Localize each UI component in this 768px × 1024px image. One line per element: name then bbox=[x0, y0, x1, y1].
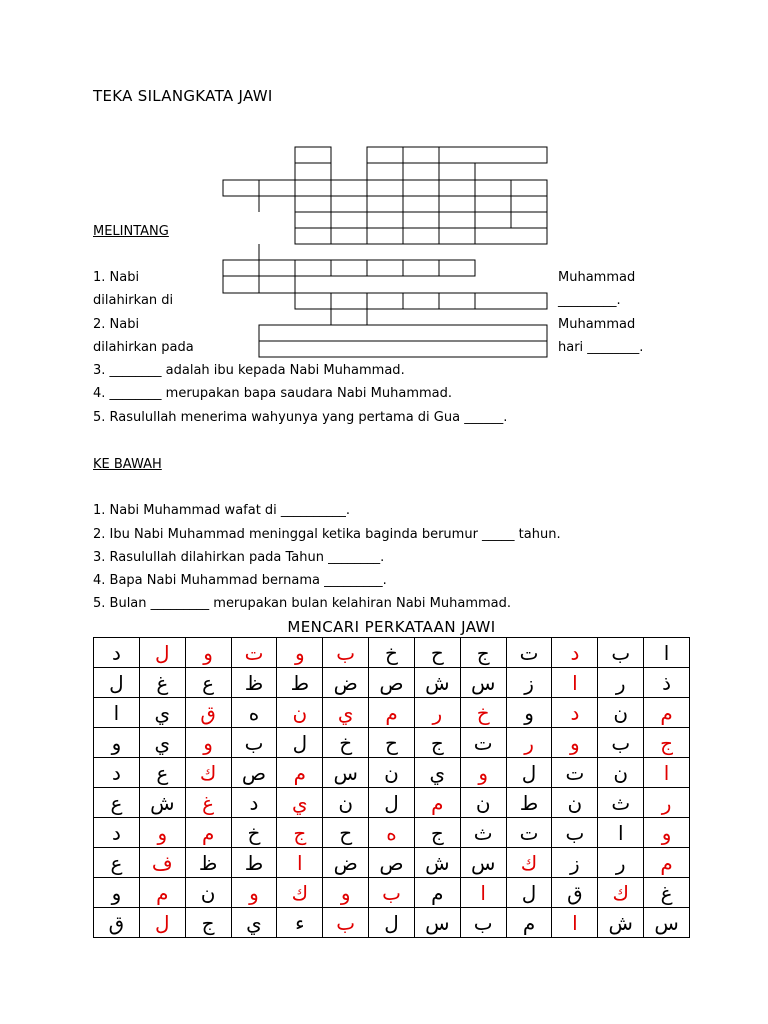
crossword-cell bbox=[331, 309, 367, 325]
crossword-cell bbox=[295, 163, 331, 180]
wordsearch-cell: ع bbox=[94, 788, 140, 818]
wordsearch-cell: ط bbox=[231, 848, 277, 878]
wordsearch-cell: د bbox=[552, 698, 598, 728]
across-clue-2-cont: Muhammad bbox=[558, 317, 636, 332]
wordsearch-cell: ل bbox=[369, 788, 415, 818]
wordsearch-cell: ف bbox=[139, 848, 185, 878]
crossword-cell bbox=[475, 212, 511, 228]
crossword-cell bbox=[259, 180, 295, 196]
wordsearch-cell: ا bbox=[277, 848, 323, 878]
wordsearch-cell: ت bbox=[552, 758, 598, 788]
crossword-cell bbox=[295, 212, 331, 228]
wordsearch-cell: ع bbox=[185, 668, 231, 698]
wordsearch-cell: ج bbox=[185, 908, 231, 938]
wordsearch-cell: س bbox=[323, 758, 369, 788]
crossword-cell bbox=[223, 180, 259, 196]
down-clue-2: 2. Ibu Nabi Muhammad meninggal ketika baginda berumur _____ tahun. bbox=[93, 527, 561, 542]
wordsearch-cell: ء bbox=[277, 908, 323, 938]
crossword-cell bbox=[439, 228, 475, 244]
crossword-cell bbox=[367, 196, 403, 212]
wordsearch-cell: ل bbox=[139, 908, 185, 938]
wordsearch-row bbox=[94, 818, 690, 848]
wordsearch-cell: س bbox=[460, 848, 506, 878]
wordsearch-cell: ح bbox=[414, 638, 460, 668]
wordsearch-cell: ش bbox=[139, 788, 185, 818]
wordsearch-cell: ش bbox=[414, 848, 460, 878]
wordsearch-cell: ظ bbox=[231, 668, 277, 698]
crossword-cell bbox=[259, 276, 295, 293]
wordsearch-cell: ن bbox=[369, 758, 415, 788]
wordsearch-cell: ه bbox=[369, 818, 415, 848]
wordsearch-cell: ن bbox=[185, 878, 231, 908]
wordsearch-cell: ل bbox=[277, 728, 323, 758]
wordsearch-cell: ن bbox=[598, 698, 644, 728]
wordsearch-cell: ك bbox=[506, 848, 552, 878]
wordsearch-cell: د bbox=[94, 818, 140, 848]
crossword-cell bbox=[295, 293, 331, 309]
wordsearch-cell: ت bbox=[460, 728, 506, 758]
wordsearch-cell: ق bbox=[185, 698, 231, 728]
crossword-cell bbox=[331, 260, 367, 276]
wordsearch-row bbox=[94, 758, 690, 788]
crossword-cell bbox=[259, 341, 547, 357]
wordsearch-cell: و bbox=[460, 758, 506, 788]
across-clue-4: 4. ________ merupakan bapa saudara Nabi Muhammad. bbox=[93, 386, 453, 401]
wordsearch-cell: و bbox=[185, 728, 231, 758]
crossword-cell bbox=[331, 180, 367, 196]
wordsearch-cell: م bbox=[277, 758, 323, 788]
wordsearch-row bbox=[94, 878, 690, 908]
page-title: TEKA SILANGKATA JAWI bbox=[93, 87, 273, 105]
wordsearch-cell: و bbox=[185, 638, 231, 668]
crossword-cell bbox=[403, 212, 439, 228]
wordsearch-cell: م bbox=[414, 788, 460, 818]
across-clue-3: 3. ________ adalah ibu kepada Nabi Muhammad. bbox=[93, 363, 405, 378]
wordsearch-grid bbox=[93, 637, 690, 938]
wordsearch-cell: ي bbox=[139, 698, 185, 728]
wordsearch-cell: ل bbox=[369, 908, 415, 938]
crossword-cell bbox=[331, 212, 367, 228]
wordsearch-cell: ك bbox=[277, 878, 323, 908]
wordsearch-cell: ي bbox=[414, 758, 460, 788]
crossword-grid bbox=[0, 0, 768, 370]
wordsearch-row bbox=[94, 638, 690, 668]
crossword-cell bbox=[439, 180, 475, 196]
wordsearch-cell: خ bbox=[323, 728, 369, 758]
wordsearch-cell: ث bbox=[598, 788, 644, 818]
wordsearch-cell: م bbox=[414, 878, 460, 908]
wordsearch-cell: م bbox=[644, 848, 690, 878]
wordsearch-cell: ظ bbox=[185, 848, 231, 878]
crossword-cell bbox=[439, 293, 475, 309]
wordsearch-row bbox=[94, 848, 690, 878]
wordsearch-cell: ن bbox=[598, 758, 644, 788]
wordsearch-cell: و bbox=[94, 728, 140, 758]
wordsearch-cell: ا bbox=[552, 908, 598, 938]
crossword-cell bbox=[367, 147, 403, 163]
crossword-cell bbox=[511, 212, 547, 228]
crossword-cell bbox=[403, 260, 439, 276]
crossword-cell bbox=[475, 228, 547, 244]
crossword-cell bbox=[439, 147, 547, 163]
wordsearch-cell: و bbox=[644, 818, 690, 848]
crossword-cell bbox=[511, 180, 547, 196]
wordsearch-cell: ح bbox=[323, 818, 369, 848]
wordsearch-cell: غ bbox=[139, 668, 185, 698]
wordsearch-cell: ي bbox=[231, 908, 277, 938]
wordsearch-cell: ز bbox=[506, 668, 552, 698]
wordsearch-cell: ل bbox=[506, 878, 552, 908]
wordsearch-cell: ض bbox=[323, 848, 369, 878]
wordsearch-cell: ح bbox=[369, 728, 415, 758]
across-clue-5: 5. Rasulullah menerima wahyunya yang pertama di Gua ______. bbox=[93, 410, 508, 425]
wordsearch-title: MENCARI PERKATAAN JAWI bbox=[287, 618, 496, 636]
wordsearch-cell: ز bbox=[552, 848, 598, 878]
wordsearch-cell: و bbox=[139, 818, 185, 848]
across-clue-1b: dilahirkan di bbox=[93, 293, 174, 308]
crossword-cell bbox=[511, 196, 547, 212]
wordsearch-row bbox=[94, 908, 690, 938]
wordsearch-cell: ب bbox=[552, 818, 598, 848]
wordsearch-cell: ط bbox=[506, 788, 552, 818]
wordsearch-cell: ث bbox=[460, 818, 506, 848]
wordsearch-cell: ت bbox=[506, 818, 552, 848]
crossword-cell bbox=[295, 228, 331, 244]
wordsearch-cell: ر bbox=[598, 668, 644, 698]
crossword-cell bbox=[367, 293, 403, 309]
wordsearch-cell: ا bbox=[552, 668, 598, 698]
melintang-heading: MELINTANG bbox=[93, 224, 169, 239]
wordsearch-cell: خ bbox=[460, 698, 506, 728]
wordsearch-cell: م bbox=[139, 878, 185, 908]
wordsearch-cell: و bbox=[323, 878, 369, 908]
crossword-cell bbox=[295, 196, 331, 212]
wordsearch-cell: ص bbox=[369, 848, 415, 878]
wordsearch-cell: ض bbox=[323, 668, 369, 698]
across-clue-2b-cont: hari ________. bbox=[558, 340, 644, 355]
wordsearch-cell: ي bbox=[323, 698, 369, 728]
wordsearch-cell: ج bbox=[460, 638, 506, 668]
wordsearch-cell: د bbox=[94, 758, 140, 788]
wordsearch-cell: ي bbox=[139, 728, 185, 758]
wordsearch-cell: ا bbox=[598, 818, 644, 848]
wordsearch-cell: ق bbox=[552, 878, 598, 908]
wordsearch-cell: د bbox=[231, 788, 277, 818]
wordsearch-cell: ش bbox=[598, 908, 644, 938]
across-clue-1-cont: Muhammad bbox=[558, 270, 636, 285]
wordsearch-cell: و bbox=[94, 878, 140, 908]
across-clue-1: 1. Nabi bbox=[93, 270, 140, 285]
wordsearch-cell: ص bbox=[369, 668, 415, 698]
wordsearch-cell: ط bbox=[277, 668, 323, 698]
crossword-cell bbox=[259, 325, 547, 341]
crossword-cell bbox=[295, 260, 331, 276]
wordsearch-cell: ر bbox=[598, 848, 644, 878]
wordsearch-cell: و bbox=[552, 728, 598, 758]
wordsearch-cell: م bbox=[644, 698, 690, 728]
wordsearch-cell: ج bbox=[414, 818, 460, 848]
crossword-cell bbox=[223, 260, 259, 276]
wordsearch-cell: د bbox=[552, 638, 598, 668]
wordsearch-cell: و bbox=[277, 638, 323, 668]
wordsearch-cell: ا bbox=[94, 698, 140, 728]
ke-bawah-heading: KE BAWAH bbox=[93, 457, 162, 472]
wordsearch-cell: ا bbox=[644, 638, 690, 668]
wordsearch-row bbox=[94, 668, 690, 698]
crossword-cell bbox=[475, 293, 547, 309]
wordsearch-cell: ر bbox=[506, 728, 552, 758]
wordsearch-cell: ب bbox=[369, 878, 415, 908]
wordsearch-cell: ج bbox=[414, 728, 460, 758]
wordsearch-cell: ت bbox=[231, 638, 277, 668]
wordsearch-cell: س bbox=[414, 908, 460, 938]
wordsearch-cell: ن bbox=[460, 788, 506, 818]
crossword-cell bbox=[403, 147, 439, 163]
crossword-cell bbox=[403, 293, 439, 309]
wordsearch-cell: ش bbox=[414, 668, 460, 698]
wordsearch-cell: م bbox=[185, 818, 231, 848]
crossword-cell bbox=[295, 180, 331, 196]
wordsearch-cell: ن bbox=[552, 788, 598, 818]
wordsearch-cell: ب bbox=[323, 908, 369, 938]
wordsearch-cell: ب bbox=[323, 638, 369, 668]
across-clue-2b: dilahirkan pada bbox=[93, 340, 194, 355]
wordsearch-cell: ذ bbox=[644, 668, 690, 698]
crossword-cell bbox=[439, 196, 475, 212]
crossword-cell bbox=[259, 260, 295, 276]
wordsearch-cell: ص bbox=[231, 758, 277, 788]
crossword-cell bbox=[223, 276, 259, 293]
wordsearch-cell: ع bbox=[94, 848, 140, 878]
wordsearch-cell: ي bbox=[277, 788, 323, 818]
down-clue-5: 5. Bulan _________ merupakan bulan kelahiran Nabi Muhammad. bbox=[93, 596, 512, 611]
wordsearch-cell: د bbox=[94, 638, 140, 668]
down-clue-3: 3. Rasulullah dilahirkan pada Tahun ________. bbox=[93, 550, 385, 565]
wordsearch-cell: س bbox=[644, 908, 690, 938]
wordsearch-cell: ب bbox=[460, 908, 506, 938]
wordsearch-cell: ر bbox=[644, 788, 690, 818]
wordsearch-cell: و bbox=[506, 698, 552, 728]
wordsearch-cell: ع bbox=[139, 758, 185, 788]
wordsearch-row bbox=[94, 788, 690, 818]
wordsearch-cell: ب bbox=[598, 638, 644, 668]
wordsearch-row bbox=[94, 698, 690, 728]
crossword-cell bbox=[295, 147, 331, 163]
crossword-cell bbox=[367, 163, 403, 180]
wordsearch-cell: ج bbox=[644, 728, 690, 758]
crossword-cell bbox=[439, 163, 475, 180]
wordsearch-cell: ق bbox=[94, 908, 140, 938]
wordsearch-cell: غ bbox=[644, 878, 690, 908]
wordsearch-cell: س bbox=[460, 668, 506, 698]
wordsearch-cell: ك bbox=[185, 758, 231, 788]
wordsearch-cell: ن bbox=[323, 788, 369, 818]
crossword-cell bbox=[367, 260, 403, 276]
wordsearch-cell: ل bbox=[94, 668, 140, 698]
wordsearch-cell: ب bbox=[598, 728, 644, 758]
down-clue-1: 1. Nabi Muhammad wafat di __________. bbox=[93, 503, 351, 518]
across-clue-2: 2. Nabi bbox=[93, 317, 140, 332]
wordsearch-row bbox=[94, 728, 690, 758]
wordsearch-cell: ر bbox=[414, 698, 460, 728]
crossword-cell bbox=[367, 180, 403, 196]
wordsearch-cell: ج bbox=[277, 818, 323, 848]
across-clue-1b-cont: _________. bbox=[558, 293, 621, 308]
wordsearch-cell: م bbox=[506, 908, 552, 938]
crossword-cell bbox=[403, 180, 439, 196]
crossword-cell bbox=[331, 293, 367, 309]
wordsearch-cell: ا bbox=[644, 758, 690, 788]
wordsearch-cell: ل bbox=[506, 758, 552, 788]
wordsearch-cell: ا bbox=[460, 878, 506, 908]
wordsearch-cell: غ bbox=[185, 788, 231, 818]
crossword-cell bbox=[475, 180, 511, 196]
wordsearch-cell: ت bbox=[506, 638, 552, 668]
crossword-cell bbox=[367, 212, 403, 228]
wordsearch-cell: خ bbox=[231, 818, 277, 848]
crossword-cell bbox=[367, 228, 403, 244]
wordsearch-cell: م bbox=[369, 698, 415, 728]
wordsearch-cell: و bbox=[231, 878, 277, 908]
wordsearch-cell: ك bbox=[598, 878, 644, 908]
wordsearch-cell: ب bbox=[231, 728, 277, 758]
crossword-cell bbox=[439, 212, 475, 228]
wordsearch-cell: ن bbox=[277, 698, 323, 728]
wordsearch-cell: خ bbox=[369, 638, 415, 668]
wordsearch-cell: ل bbox=[139, 638, 185, 668]
down-clue-4: 4. Bapa Nabi Muhammad bernama _________. bbox=[93, 573, 387, 588]
crossword-cell bbox=[439, 260, 475, 276]
wordsearch-cell: ه bbox=[231, 698, 277, 728]
